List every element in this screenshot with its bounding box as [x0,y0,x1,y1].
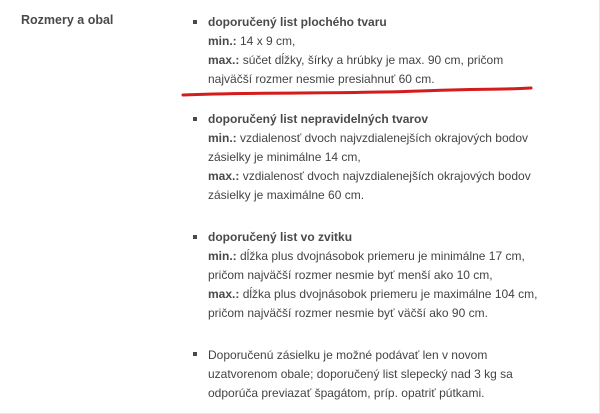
item-line: min.: vzdialenosť dvoch najvzdialenejších okrajových bodov [208,131,529,145]
item-title: doporučený list vo zvitku [208,230,353,244]
item-line: zásielky je minimálne 14 cm, [208,150,361,164]
item-line: uzatvorenom obale; doporučený list slepecký nad 3 kg sa [208,367,513,381]
item-line: odporúča previazať špagátom, príp. opatriť pútkami. [208,386,485,400]
item-line: Doporučenú zásielku je možné podávať len v novom [208,348,488,362]
item-line: max.: vzdialenosť dvoch najvzdialenejších okrajových bodov [208,169,531,183]
item-line: max.: súčet dĺžky, šírky a hrúbky je max. 90 cm, pričom [208,53,504,67]
item-line: zásielky je maximálne 60 cm. [208,188,365,202]
item-line: min.: dĺžka plus dvojnásobok priemeru je minimálne 17 cm, [208,249,525,263]
item-line: min.: 14 x 9 cm, [208,34,296,48]
item-line: najväčší rozmer nesmie presiahnuť 60 cm. [208,72,435,86]
section-label: Rozmery a obal [21,13,114,27]
item-title: doporučený list nepravidelných tvarov [208,112,429,126]
item-line: max.: dĺžka plus dvojnásobok priemeru je maximálne 104 cm, [208,287,538,301]
item-line: pričom najväčší rozmer nesmie byť menší ako 10 cm, [208,268,493,282]
item-line: pričom najväčší rozmer nesmie byť väčší ako 90 cm. [208,306,488,320]
item-title: doporučený list plochého tvaru [208,15,387,29]
